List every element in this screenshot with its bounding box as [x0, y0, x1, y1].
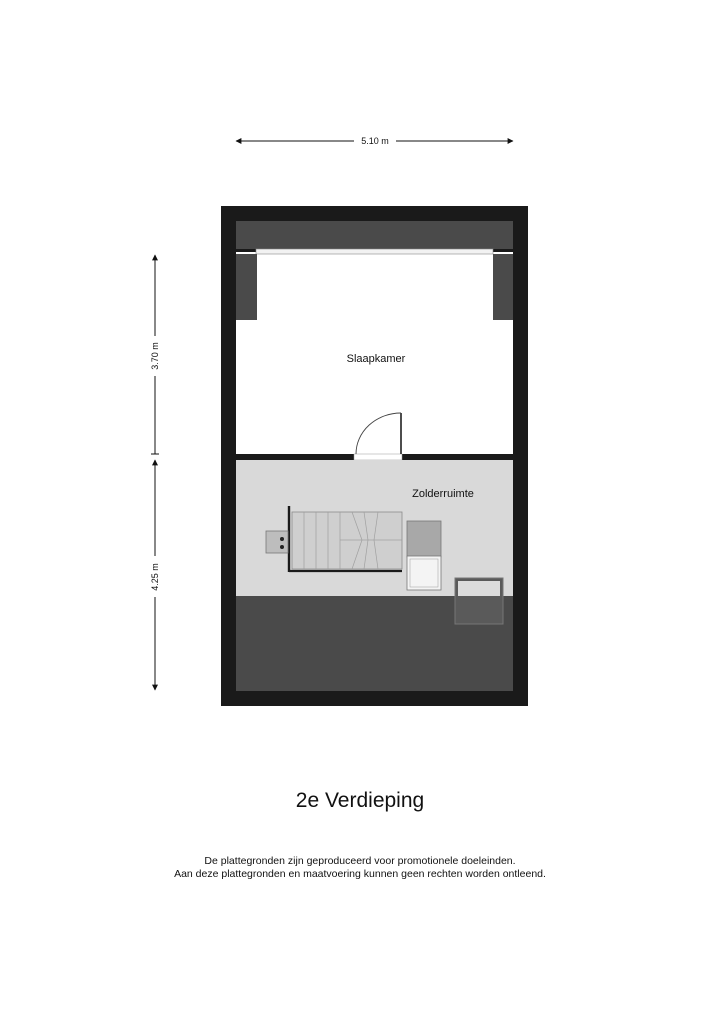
appliance-unit [407, 521, 441, 590]
room-label-attic: Zolderruimte [412, 488, 474, 500]
disclaimer-line-2: Aan deze plattegronden en maatvoering kunnen geen rechten worden ontleend. [174, 868, 546, 880]
width-dimension [236, 136, 513, 146]
height-upper-dimension [150, 255, 160, 454]
roof-slope-left [236, 254, 257, 320]
staircase [289, 506, 402, 572]
width-dimension-label: 5.10 m [361, 136, 389, 146]
height-lower-dimension [150, 460, 160, 690]
floor-title: 2e Verdieping [295, 789, 425, 812]
skylight [455, 578, 503, 624]
boiler-unit [266, 531, 288, 553]
roof-slope-top [236, 221, 513, 249]
roof-slope-right [493, 254, 513, 320]
room-label-bedroom: Slaapkamer [346, 353, 406, 365]
height-upper-label: 3.70 m [150, 342, 160, 370]
dormer-window [256, 249, 493, 254]
disclaimer-line-1: De plattegronden zijn geproduceerd voor promotionele doeleinden. [204, 855, 516, 867]
height-lower-label: 4.25 m [150, 563, 160, 591]
